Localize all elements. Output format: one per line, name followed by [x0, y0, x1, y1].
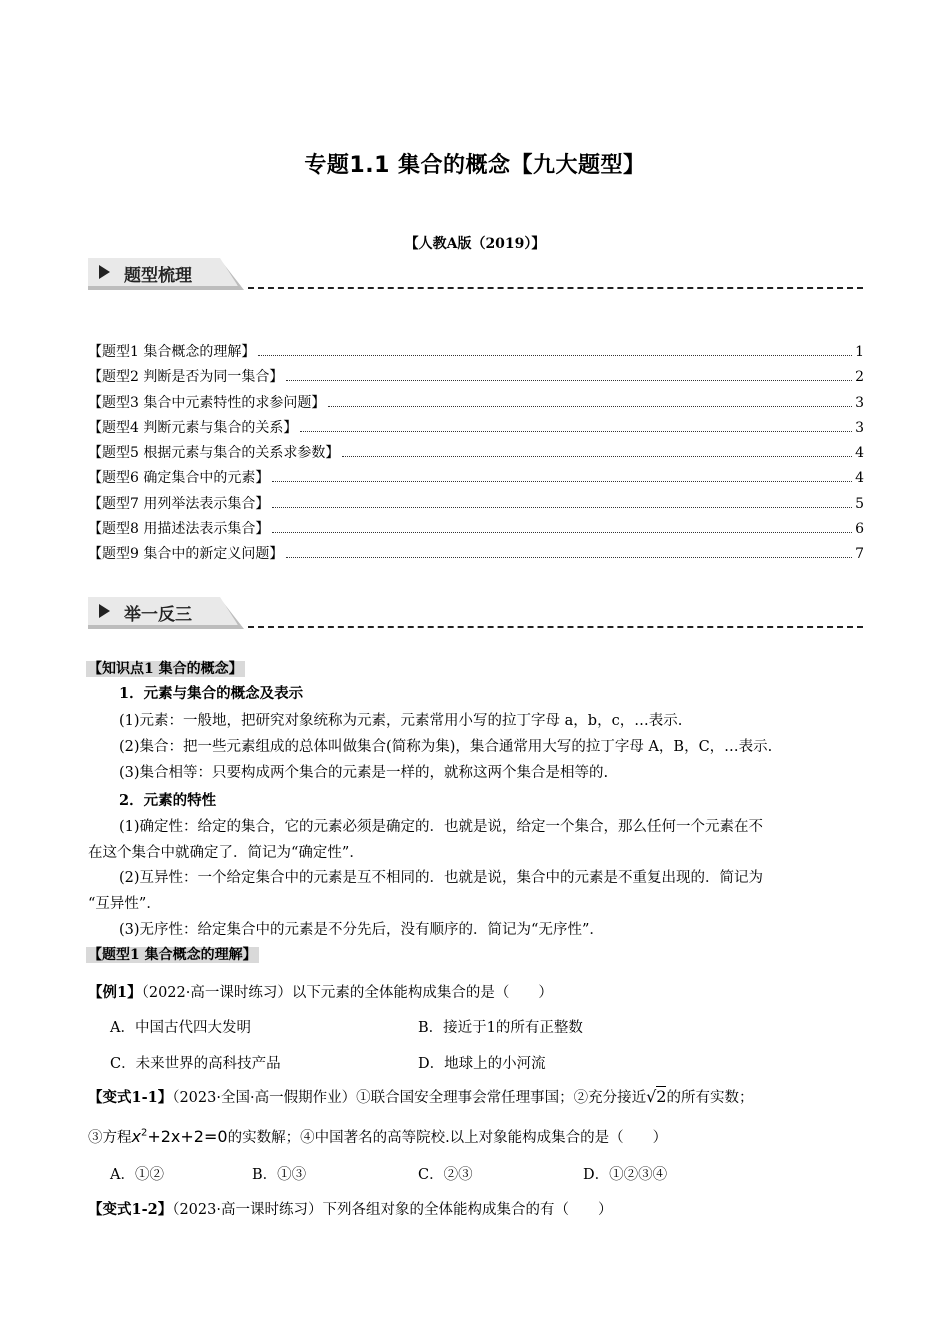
definition-line: (3)集合相等：只要构成两个集合的元素是一样的，就称这两个集合是相等的. [119, 765, 609, 781]
type-heading: 【题型1 集合概念的理解】 [88, 947, 257, 963]
toc-entry[interactable] [88, 417, 864, 442]
toc-entry-label: 【题型5 根据元素与集合的关系求参数】 [88, 445, 340, 462]
example-label: 【例1】 [88, 984, 142, 1001]
table-of-contents [88, 341, 864, 569]
variant-1-1 [88, 1086, 753, 1107]
toc-entry[interactable] [88, 467, 864, 492]
variant-1-1-line2 [88, 1126, 667, 1147]
variant-stem: （2023·高一课时练习）下列各组对象的全体能构成集合的有（ ） [172, 1202, 613, 1218]
toc-entry[interactable] [88, 493, 864, 518]
toc-entry-label: 【题型7 用列举法表示集合】 [88, 495, 270, 512]
definition-line: (1)元素：一般地，把研究对象统称为元素，元素常用小写的拉丁字母 a，b，c，…表示. [119, 713, 683, 729]
eq-rest: +2x+2=0 [147, 1127, 228, 1146]
equation [132, 1127, 228, 1146]
toc-leader-dots [286, 557, 852, 558]
property-line: (1)确定性：给定的集合，它的元素必须是确定的．也就是说，给定一个集合，那么任何一个元素在不 [119, 819, 764, 835]
banner-label: 题型梳理 [124, 266, 192, 286]
option-c: C．②③ [418, 1167, 473, 1183]
eq-exponent: 2 [140, 1127, 148, 1139]
sqrt-symbol: √ [646, 1087, 657, 1106]
toc-page-number: 4 [855, 470, 864, 487]
example-stem: （2022·高一课时练习）以下元素的全体能构成集合的是（ ） [141, 985, 553, 1001]
toc-leader-dots [258, 355, 852, 356]
toc-leader-dots [272, 532, 852, 533]
sqrt-radicand: 2 [656, 1087, 667, 1106]
toc-entry-label: 【题型2 判断是否为同一集合】 [88, 369, 284, 386]
page-title: 专题1.1 集合的概念【九大题型】 [304, 153, 646, 178]
toc-page-number: 6 [855, 521, 864, 538]
toc-entry[interactable] [88, 366, 864, 391]
variant-label: 【变式1-2】 [88, 1201, 173, 1218]
toc-entry-label: 【题型9 集合中的新定义问题】 [88, 546, 284, 563]
toc-page-number: 2 [855, 369, 864, 386]
property-line: (3)无序性：给定集合中的元素是不分先后，没有顺序的．简记为“无序性”． [119, 922, 604, 938]
section-title: 1．元素与集合的概念及表示 [119, 685, 304, 702]
play-triangle-icon [99, 604, 110, 618]
definition-line: (2)集合：把一些元素组成的总体叫做集合(简称为集)，集合通常用大写的拉丁字母 A，B，C，…表示. [119, 739, 773, 755]
example-1 [88, 981, 553, 1002]
toc-page-number: 4 [855, 445, 864, 462]
toc-entry-label: 【题型8 用描述法表示集合】 [88, 521, 270, 538]
toc-leader-dots [300, 431, 852, 432]
toc-entry[interactable] [88, 341, 864, 366]
option-d: D．①②③④ [583, 1167, 668, 1183]
option-d: D．地球上的小河流 [418, 1056, 546, 1072]
toc-leader-dots [286, 380, 852, 381]
property-line: 在这个集合中就确定了．简记为“确定性”． [88, 845, 364, 861]
toc-entry-label: 【题型6 确定集合中的元素】 [88, 470, 270, 487]
variant-stem: 的所有实数； [666, 1090, 754, 1106]
toc-page-number: 5 [855, 495, 864, 512]
toc-leader-dots [272, 507, 852, 508]
toc-leader-dots [342, 456, 852, 457]
toc-entry-label: 【题型4 判断元素与集合的关系】 [88, 419, 298, 436]
toc-leader-dots [272, 481, 852, 482]
section-title: 2．元素的特性 [119, 792, 217, 809]
banner-toc [88, 258, 248, 292]
toc-entry[interactable] [88, 543, 864, 568]
option-b: B．接近于1的所有正整数 [418, 1020, 583, 1036]
variant-stem: （2023·全国·高一假期作业）①联合国安全理事会常任理事国；②充分接近 [172, 1090, 647, 1106]
option-a: A．①② [110, 1167, 164, 1183]
toc-leader-dots [328, 406, 852, 407]
play-triangle-icon [99, 265, 110, 279]
toc-entry-label: 【题型3 集合中元素特性的求参问题】 [88, 394, 326, 411]
toc-entry[interactable] [88, 442, 864, 467]
toc-page-number: 7 [855, 546, 864, 563]
dashed-divider [248, 626, 863, 628]
variant-label: 【变式1-1】 [88, 1089, 173, 1106]
toc-page-number: 3 [855, 394, 864, 411]
eq-variable: x [131, 1127, 141, 1146]
dashed-divider [248, 287, 863, 289]
property-line: (2)互异性：一个给定集合中的元素是互不相同的．也就是说，集合中的元素是不重复出现的．简记为 [119, 870, 764, 886]
banner-practice [88, 597, 248, 631]
option-b: B．①③ [252, 1167, 307, 1183]
variant-stem: ③方程 [88, 1130, 132, 1146]
toc-page-number: 3 [855, 419, 864, 436]
toc-page-number: 1 [855, 344, 864, 360]
variant-1-2 [88, 1198, 612, 1219]
edition-subtitle: 【人教A版（2019）】 [404, 236, 546, 252]
variant-stem: 的实数解；④中国著名的高等院校.以上对象能构成集合的是（ ） [227, 1130, 668, 1146]
option-c: C．未来世界的高科技产品 [110, 1056, 281, 1072]
property-line: “互异性”． [88, 896, 161, 912]
knowledge-heading: 【知识点1 集合的概念】 [88, 661, 243, 677]
toc-entry-label: 【题型1 集合概念的理解】 [88, 344, 256, 360]
toc-entry[interactable] [88, 518, 864, 543]
toc-entry[interactable] [88, 392, 864, 417]
option-a: A．中国古代四大发明 [110, 1020, 251, 1036]
banner-label: 举一反三 [124, 605, 192, 625]
